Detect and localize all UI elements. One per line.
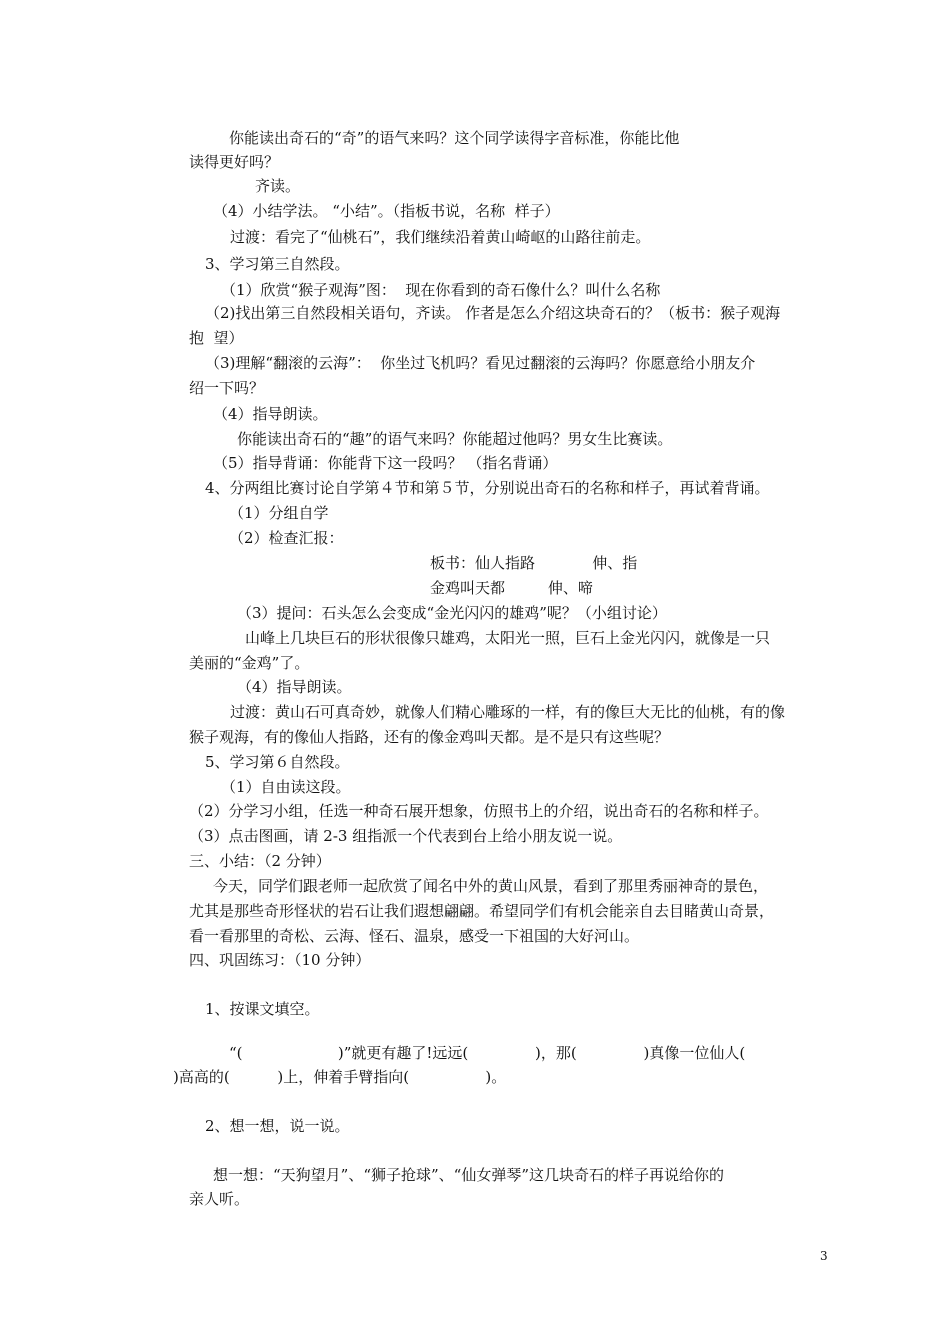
- text-line: 亲人听。: [189, 1190, 250, 1208]
- exercise-title: 2、想一想，说一说。: [205, 1117, 350, 1135]
- text-line: 齐读。: [255, 177, 301, 195]
- text-line: 山峰上几块巨石的形状很像只雄鸡，太阳光一照，巨石上金光闪闪，就像是一只: [245, 629, 771, 647]
- text-line: （5）指导背诵：你能背下这一段吗？ （指名背诵）: [213, 454, 558, 472]
- text-line: （3）提问：石头怎么会变成“金光闪闪的雄鸡”呢？（小组讨论）: [237, 604, 667, 622]
- section-heading: 三、小结：（2 分钟）: [189, 852, 331, 870]
- text-line: 尤其是那些奇形怪状的岩石让我们遐想翩翩。希望同学们有机会能亲自去目睹黄山奇景，: [189, 902, 775, 920]
- section-heading: 四、巩固练习：（10 分钟）: [189, 951, 371, 969]
- exercise-title: 1、按课文填空。: [205, 1000, 320, 1018]
- text-line: （1）自由读这段。: [221, 778, 351, 796]
- text-line: 看一看那里的奇松、云海、怪石、温泉，感受一下祖国的大好河山。: [189, 927, 640, 945]
- text-line: 你能读出奇石的“趣”的语气来吗？你能超过他吗？男女生比赛读。: [237, 430, 673, 448]
- text-line: （2）检查汇报：: [229, 529, 344, 547]
- board-writing: 金鸡叫天都 伸、啼: [430, 579, 593, 597]
- text-line: 想一想：“天狗望月”、“狮子抢球”、“仙女弹琴”这几块奇石的样子再说给你的: [213, 1166, 725, 1184]
- text-line: （1）欣赏“猴子观海”图： 现在你看到的奇石像什么？叫什么名称: [221, 281, 661, 299]
- board-writing: 板书：仙人指路 伸、指: [430, 554, 638, 572]
- text-line: 猴子观海，有的像仙人指路，还有的像金鸡叫天都。是不是只有这些呢？: [189, 728, 670, 746]
- text-line: （4）指导朗读。: [237, 678, 352, 696]
- text-line: 抱 望）: [189, 329, 244, 347]
- text-line: （3)理解“翻滚的云海”： 你坐过飞机吗？看见过翻滚的云海吗？你愿意给小朋友介: [205, 354, 756, 372]
- text-line: 过渡：黄山石可真奇妙，就像人们精心雕琢的一样，有的像巨大无比的仙桃，有的像: [230, 703, 786, 721]
- text-line: （4）指导朗读。: [213, 405, 328, 423]
- text-line: （1）分组自学: [229, 504, 329, 522]
- fill-in-blank-line: “( )”就更有趣了!远远( )，那( )真像一位仙人(: [229, 1044, 746, 1062]
- section-heading: 3、学习第三自然段。: [205, 255, 350, 273]
- text-line: （3）点击图画，请 2-3 组指派一个代表到台上给小朋友说一说。: [189, 827, 623, 845]
- text-line: 美丽的“金鸡”了。: [189, 654, 310, 672]
- section-heading: 5、学习第６自然段。: [205, 753, 350, 771]
- text-line: （2)找出第三自然段相关语句，齐读。 作者是怎么介绍这块奇石的？（板书：猴子观海: [205, 304, 781, 322]
- text-line: 你能读出奇石的“奇”的语气来吗？这个同学读得字音标准，你能比他: [229, 129, 680, 147]
- text-line: （4）小结学法。 “小结”。（指板书说，名称 样子）: [213, 202, 560, 220]
- text-line: 今天，同学们跟老师一起欣赏了闻名中外的黄山风景，看到了那里秀丽神奇的景色，: [213, 877, 769, 895]
- text-line: 过渡：看完了“仙桃石”，我们继续沿着黄山崎岖的山路往前走。: [230, 228, 651, 246]
- page-number: 3: [820, 1249, 828, 1263]
- fill-in-blank-line: )高高的( )上，伸着手臂指向( )。: [173, 1068, 507, 1086]
- text-line: （2）分学习小组，任选一种奇石展开想象，仿照书上的介绍，说出奇石的名称和样子。: [189, 802, 769, 820]
- text-line: 读得更好吗？: [189, 153, 280, 171]
- text-line: 绍一下吗？: [189, 379, 265, 397]
- section-heading: 4、分两组比赛讨论自学第４节和第５节，分别说出奇石的名称和样子，再试着背诵。: [205, 479, 770, 497]
